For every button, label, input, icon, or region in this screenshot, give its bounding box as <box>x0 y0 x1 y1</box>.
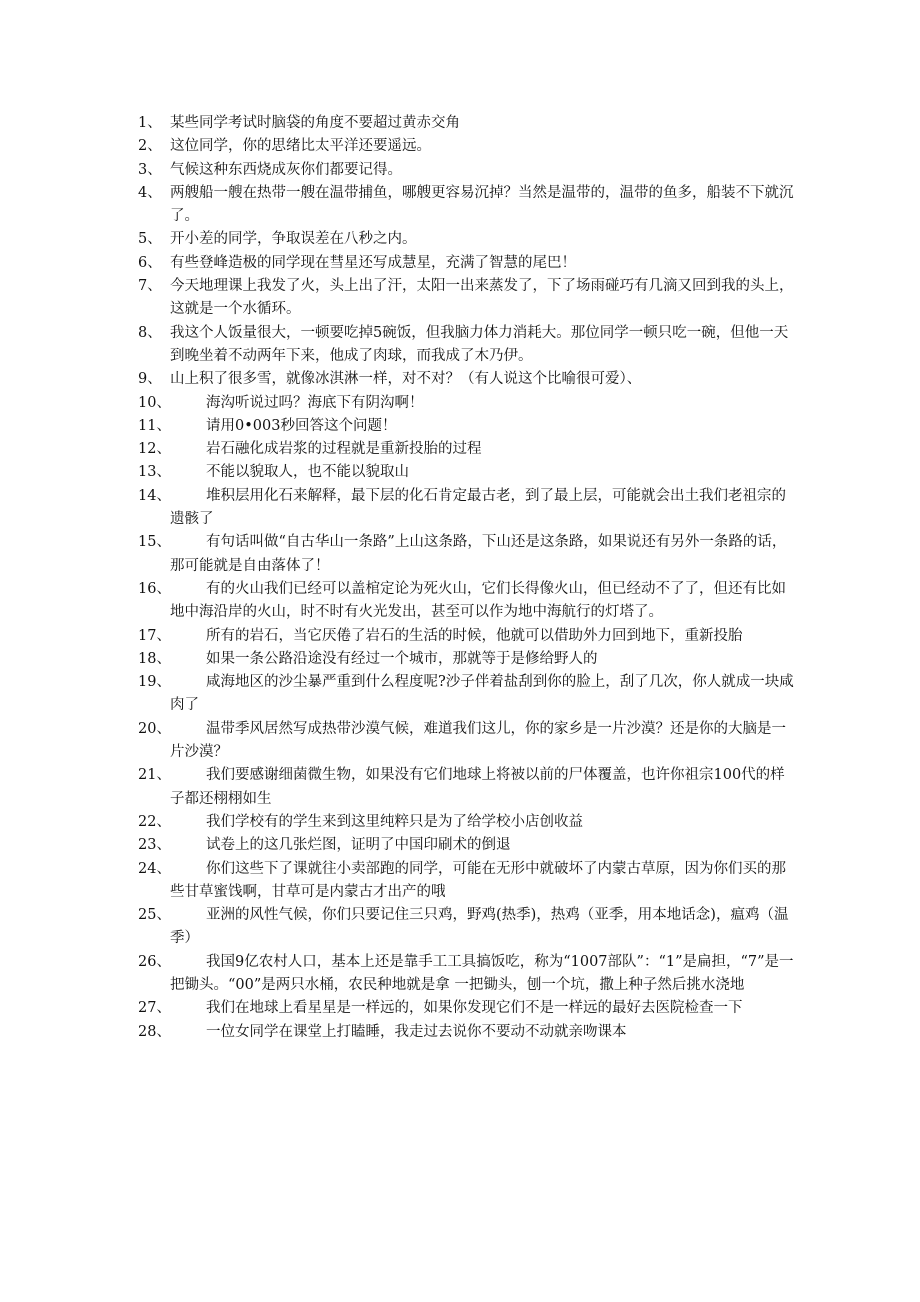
list-item-text: 如果一条公路沿途没有经过一个城市，那就等于是修给野人的 <box>206 650 598 667</box>
list-item <box>138 671 798 718</box>
numbered-quote-list <box>138 112 798 1044</box>
list-item-number: 2、 <box>138 138 162 155</box>
list-item-number: 22、 <box>138 813 171 830</box>
list-item-text: 我们在地球上看星星是一样远的，如果你发现它们不是一样远的最好去医院检查一下 <box>206 1000 743 1017</box>
list-item <box>138 322 798 369</box>
list-item-number: 17、 <box>138 627 171 644</box>
list-item-number: 19、 <box>138 674 171 691</box>
list-item-text: 试卷上的这几张烂图，证明了中国印刷术的倒退 <box>206 837 511 854</box>
list-item-text: 所有的岩石，当它厌倦了岩石的生活的时候，他就可以借助外力回到地下，重新投胎 <box>206 627 743 644</box>
list-item <box>138 834 798 857</box>
list-item-text: 我们要感谢细菌微生物，如果没有它们地球上将被以前的尸体覆盖，也许你祖宗100代的样子都还栩栩如生 <box>170 767 785 807</box>
list-item-number: 9、 <box>138 371 162 388</box>
list-item-text: 一位女同学在课堂上打瞌睡，我走过去说你不要动不动就亲吻课本 <box>206 1023 627 1040</box>
list-item-number: 23、 <box>138 837 171 854</box>
list-item <box>138 858 798 905</box>
list-item <box>138 135 798 158</box>
list-item-number: 14、 <box>138 487 171 504</box>
list-item-number: 21、 <box>138 767 171 784</box>
list-item-text: 我这个人饭量很大，一顿要吃掉5碗饭，但我脑力体力消耗大。那位同学一顿只吃一碗，但他一天到晚坐着不动两年下来，他成了肉球，而我成了木乃伊。 <box>170 324 789 364</box>
list-item-text: 海沟听说过吗？海底下有阴沟啊！ <box>206 394 424 411</box>
list-item-text: 山上积了很多雪，就像冰淇淋一样，对不对？（有人说这个比喻很可爱）、 <box>170 371 642 388</box>
list-item-number: 8、 <box>138 324 162 341</box>
list-item-number: 13、 <box>138 464 171 481</box>
list-item-number: 27、 <box>138 1000 171 1017</box>
list-item-number: 25、 <box>138 907 171 924</box>
list-item <box>138 811 798 834</box>
list-item-text: 某些同学考试时脑袋的角度不要超过黄赤交角 <box>170 115 460 131</box>
list-item-text: 气候这种东西烧成灰你们都要记得。 <box>170 161 402 178</box>
list-item <box>138 951 798 998</box>
list-item-text: 有句话叫做“自古华山一条路”上山这条路，下山还是这条路，如果说还有另外一条路的话，那可能就是自由落体了！ <box>170 534 787 574</box>
list-item-text: 两艘船一艘在热带一艘在温带捕鱼，哪艘更容易沉掉？当然是温带的，温带的鱼多，船装不下就沉了。 <box>170 184 794 225</box>
list-item-text: 这位同学，你的思绪比太平洋还要遥远。 <box>170 138 431 155</box>
list-item <box>138 461 798 484</box>
list-item-text: 有些登峰造极的同学现在彗星还写成慧星，充满了智慧的尾巴！ <box>170 254 576 271</box>
list-item <box>138 392 798 415</box>
list-item <box>138 1021 798 1044</box>
list-item <box>138 997 798 1020</box>
list-item-number: 28、 <box>138 1023 171 1040</box>
list-item <box>138 182 798 229</box>
list-item-text: 开小差的同学，争取误差在八秒之内。 <box>170 231 417 248</box>
list-item-text: 亚洲的风性气候，你们只要记住三只鸡，野鸡(热季)，热鸡（亚季，用本地话念)，瘟鸡（温季） <box>170 907 789 947</box>
list-item-text: 堆积层用化石来解释，最下层的化石肯定最古老，到了最上层，可能就会出土我们老祖宗的遗骸了 <box>170 487 786 528</box>
list-item <box>138 252 798 275</box>
list-item-text: 你们这些下了课就往小卖部跑的同学，可能在无形中就破坏了内蒙古草原，因为你们买的那些甘草蜜饯啊，甘草可是内蒙古才出产的哦 <box>170 860 786 900</box>
list-item-text: 我们学校有的学生来到这里纯粹只是为了给学校小店创收益 <box>206 813 583 830</box>
list-item-text: 咸海地区的沙尘暴严重到什么程度呢?沙子伴着盐刮到你的脸上，刮了几次，你人就成一块咸肉了 <box>170 674 794 714</box>
list-item <box>138 368 798 391</box>
list-item-text: 请用0•003秒回答这个问题！ <box>206 417 397 434</box>
list-item <box>138 718 798 765</box>
list-item-number: 5、 <box>138 231 162 248</box>
list-item-number: 12、 <box>138 441 171 458</box>
list-item <box>138 112 798 135</box>
list-item-number: 1、 <box>138 115 162 131</box>
list-item-number: 15、 <box>138 534 171 551</box>
list-item-number: 16、 <box>138 580 171 597</box>
list-item-number: 7、 <box>138 278 162 295</box>
list-item-number: 4、 <box>138 184 162 201</box>
list-item-text: 不能以貌取人，也不能以貌取山 <box>206 464 409 481</box>
list-item-text: 岩石融化成岩浆的过程就是重新投胎的过程 <box>206 441 482 458</box>
list-item <box>138 275 798 322</box>
list-item-number: 26、 <box>138 953 171 970</box>
list-item <box>138 625 798 648</box>
list-item-number: 11、 <box>138 417 171 434</box>
list-item <box>138 648 798 671</box>
list-item-number: 18、 <box>138 650 171 667</box>
list-item-number: 3、 <box>138 161 162 178</box>
list-item-text: 温带季风居然写成热带沙漠气候，难道我们这儿，你的家乡是一片沙漠？还是你的大脑是一片沙漠？ <box>170 720 786 761</box>
list-item-number: 24、 <box>138 860 171 877</box>
list-item <box>138 485 798 532</box>
list-item <box>138 415 798 438</box>
list-item-number: 10、 <box>138 394 171 411</box>
list-item-text: 今天地理课上我发了火，头上出了汗，太阳一出来蒸发了，下了场雨碰巧有几滴又回到我的头上，这就是一个水循环。 <box>170 278 794 318</box>
list-item <box>138 531 798 578</box>
list-item <box>138 228 798 251</box>
list-item-number: 20、 <box>138 720 171 737</box>
list-item-text: 有的火山我们已经可以盖棺定论为死火山，它们长得像火山，但已经动不了了，但还有比如地中海沿岸的火山，时不时有火光发出，甚至可以作为地中海航行的灯塔了。 <box>170 580 786 621</box>
list-item <box>138 438 798 461</box>
list-item <box>138 159 798 182</box>
list-item <box>138 764 798 811</box>
list-item-text: 我国9亿农村人口，基本上还是靠手工工具搞饭吃，称为“1007部队”：“1”是扁担，“7”是一把锄头。“00”是两只水桶，农民种地就是拿 一把锄头，刨一个坑，撒上种子然后挑水浇地 <box>170 953 794 993</box>
list-item <box>138 578 798 625</box>
list-item-number: 6、 <box>138 254 162 271</box>
list-item <box>138 904 798 951</box>
